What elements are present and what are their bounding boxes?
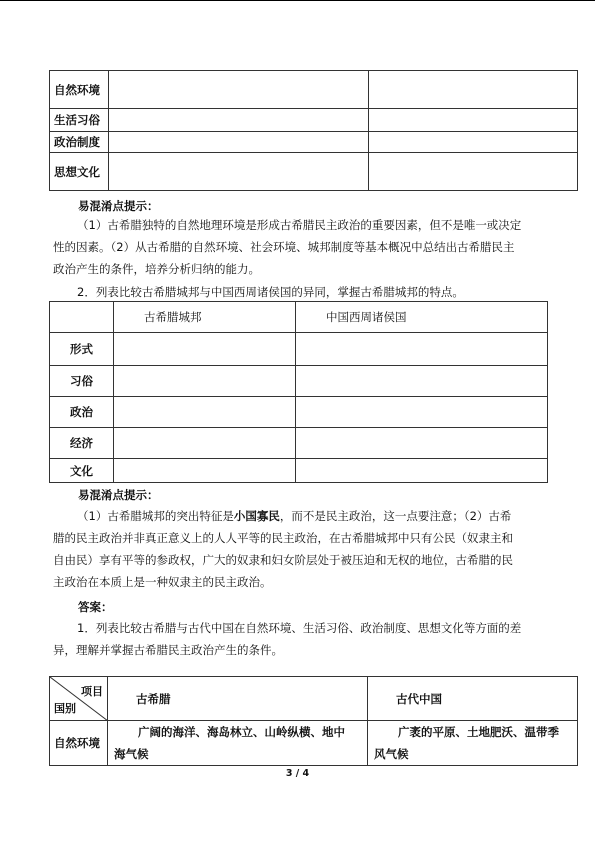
- hint-title: 易混淆点提示：: [78, 488, 159, 502]
- hint-text: ，而不是民主政治，这一点要注意；（2）古希: [279, 509, 512, 523]
- table-row: [50, 459, 548, 483]
- row-label: 文化: [50, 459, 114, 483]
- table-cell: [369, 109, 578, 132]
- table-cell: [109, 153, 369, 191]
- table-cell: [109, 109, 369, 132]
- table-cell: [114, 366, 296, 397]
- header-cell: 中国西周诸侯国: [296, 302, 548, 333]
- hint-text-line: 腊的民主政治并非真正意义上的人人平等的民主政治，在古希腊城邦中只有公民（奴隶主和: [53, 531, 513, 545]
- row-label: 自然环境: [50, 721, 108, 766]
- question-text: 2．列表比较古希腊城邦与中国西周诸侯国的异同，掌握古希腊城邦的特点。: [77, 285, 464, 299]
- row-label: 思想文化: [50, 153, 109, 191]
- table-cell: [114, 333, 296, 366]
- table-cell: [369, 153, 578, 191]
- cell-text-line: 广袤的平原、土地肥沃、温带季: [398, 725, 559, 739]
- table-cell: [296, 333, 548, 366]
- cell-text-line: 海气候: [114, 747, 149, 761]
- table-cell: [114, 459, 296, 483]
- hint-title: 易混淆点提示：: [78, 199, 159, 213]
- header-cell: 古代中国: [368, 677, 578, 721]
- diagonal-top-label: 项目: [81, 685, 103, 698]
- row-label: 政治: [50, 397, 114, 428]
- table-cell: [369, 132, 578, 153]
- table-row: [50, 132, 578, 153]
- answer-table: [49, 676, 578, 766]
- row-label: 政治制度: [50, 132, 109, 153]
- table-cell: [108, 721, 368, 766]
- table-cell: [109, 132, 369, 153]
- header-cell: [50, 302, 114, 333]
- table-cell: [368, 721, 578, 766]
- table-cell: [296, 397, 548, 428]
- table-row: [50, 428, 548, 459]
- table-cell: [296, 366, 548, 397]
- top-rule: [0, 0, 595, 1]
- table-cell: [296, 459, 548, 483]
- key-term: 小国寡民: [233, 509, 280, 523]
- page-number: 3 / 4: [285, 768, 310, 779]
- table-row: [50, 721, 578, 766]
- answer-title: 答案：: [78, 600, 113, 614]
- row-label: 习俗: [50, 366, 114, 397]
- row-label: 生活习俗: [50, 109, 109, 132]
- header-cell: 古希腊: [108, 677, 368, 721]
- cell-text-line: 风气候: [374, 747, 409, 761]
- hint-text-line: （1）古希腊独特的自然地理环境是形成古希腊民主政治的重要因素，但不是唯一或决定: [77, 218, 522, 232]
- answer-text-line: 异，理解并掌握古希腊民主政治产生的条件。: [53, 643, 283, 657]
- table-cell: [114, 428, 296, 459]
- hint-text-line: 政治产生的条件，培养分析归纳的能力。: [53, 262, 260, 276]
- table-cell: [114, 397, 296, 428]
- diagonal-bottom-label: 国别: [54, 702, 76, 715]
- row-label: 经济: [50, 428, 114, 459]
- comparison-table-2: [49, 301, 548, 483]
- table-row: [50, 71, 578, 109]
- hint-text-line: 性的因素。（2）从古希腊的自然环境、社会环境、城邦制度等基本概况中总结出古希腊民主: [53, 240, 515, 254]
- table-row: [50, 153, 578, 191]
- diagonal-header-cell: [50, 677, 108, 721]
- hint-text: （1）古希腊城邦的突出特征是: [77, 509, 234, 523]
- row-label: 形式: [50, 333, 114, 366]
- header-cell: 古希腊城邦: [114, 302, 296, 333]
- table-header-row: [50, 302, 548, 333]
- table-row: [50, 109, 578, 132]
- hint-text-line: [77, 505, 511, 527]
- comparison-table-1: [49, 70, 578, 191]
- table-cell: [109, 71, 369, 109]
- table-row: [50, 397, 548, 428]
- answer-text-line: 1．列表比较古希腊与古代中国在自然环境、生活习俗、政治制度、思想文化等方面的差: [77, 621, 522, 635]
- hint-text-line: 主政治在本质上是一种奴隶主的民主政治。: [53, 575, 272, 589]
- table-cell: [296, 428, 548, 459]
- table-row: [50, 333, 548, 366]
- row-label: 自然环境: [50, 71, 109, 109]
- table-cell: [369, 71, 578, 109]
- hint-text-line: 自由民）享有平等的参政权，广大的奴隶和妇女阶层处于被压迫和无权的地位，古希腊的民: [53, 553, 513, 567]
- table-row: [50, 366, 548, 397]
- cell-text-line: 广阔的海洋、海岛林立、山岭纵横、地中: [138, 725, 345, 739]
- table-header-row: [50, 677, 578, 721]
